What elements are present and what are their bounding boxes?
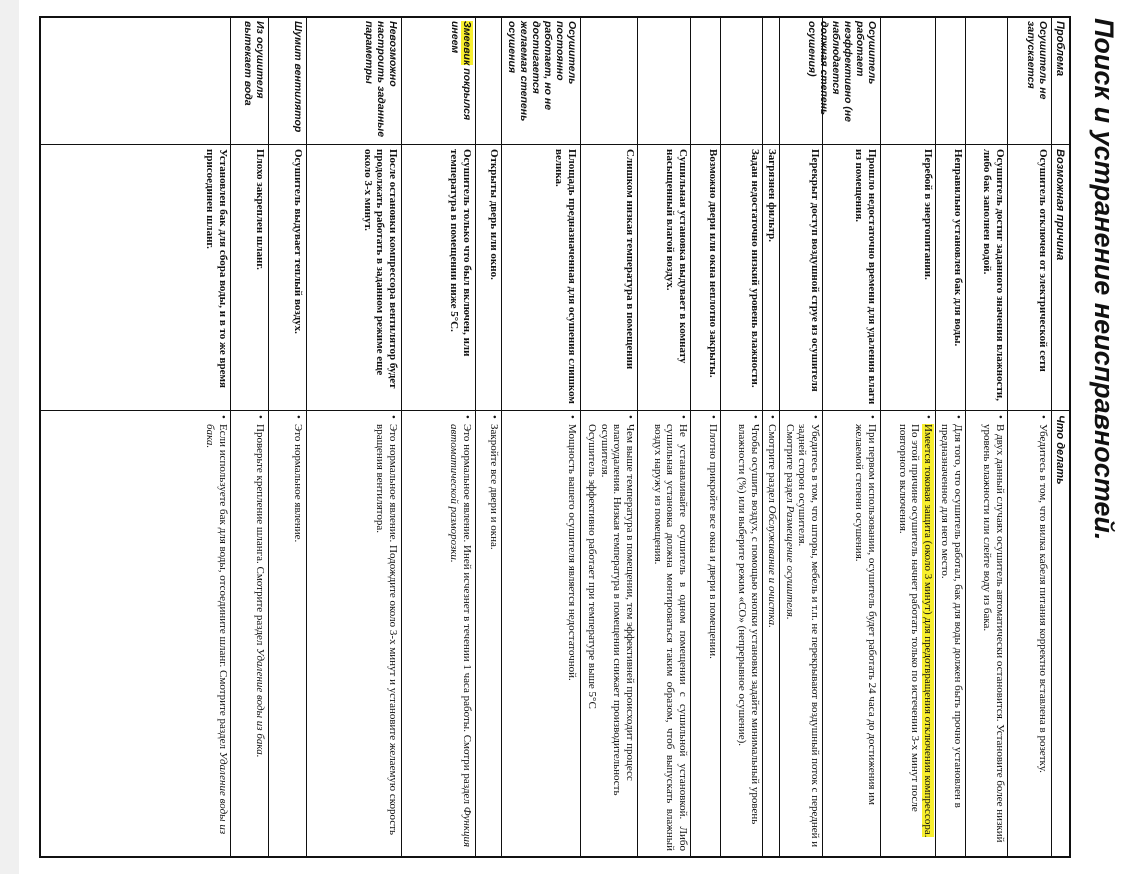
group-divider — [268, 18, 269, 856]
action-text: • Для того, что осушитель работал, бак для воды должен быть прочно установлен в предназначенное для него место. — [939, 415, 964, 851]
cause-cell: Сушильная установка выдувает в комнату насыщенный влагой воздух. — [664, 149, 689, 364]
row-divider — [935, 18, 936, 856]
cause-cell: Установлен бак для сбора воды, и в то же время присоединен шланг. — [204, 149, 229, 388]
problem-cell: Невозможно настроить заданные параметры — [363, 21, 399, 138]
cause-cell: Прошло недостаточно времени для удаления влаги из помещения. — [853, 149, 878, 405]
group-divider — [475, 18, 476, 856]
action-cell — [204, 415, 229, 851]
action-cell — [707, 415, 720, 851]
action-text: По этой причине осушитель начнет работать только по истечении 3-х минут после повторного включения. — [897, 424, 922, 812]
section-reference: Обслуживание и очистка. — [766, 505, 778, 628]
action-text: Проверьте крепление шланга. Смотрите раздел — [254, 424, 266, 649]
action-text: • Убедитесь в том, что вилка кабеля питания корректно вставлена в розетку. — [1037, 415, 1050, 851]
action-cell — [939, 415, 964, 851]
action-cell — [1037, 415, 1050, 851]
action-text: • При первом использовании, осушитель будет работать 24 часа до достижения им желаемой степени осушения. — [853, 415, 878, 851]
cause-cell: Перебой в энергопитании. — [922, 149, 934, 280]
row-divider — [762, 18, 763, 856]
cause-cell: Загрязнен фильтр. — [766, 149, 778, 243]
action-cell — [853, 415, 878, 851]
row-divider — [779, 18, 780, 856]
cause-cell: Открыты дверь или окно. — [488, 149, 500, 280]
section-reference: Удаление воды из бака. — [254, 648, 266, 758]
cause-cell: Перекрыт доступ воздушной струе из осушителя — [809, 149, 821, 392]
action-text: • Чтобы осушить воздух, с помощью кнопки установки задайте минимальный уровень влажности (%) или выберите режим «CO» (непрерывное осушение). — [736, 415, 761, 851]
section-reference: Размещение осушителя. — [784, 505, 796, 620]
row-divider — [690, 18, 691, 856]
cause-cell: Осушитель только что был включен, или температура в помещении ниже 5°С. — [448, 149, 473, 357]
action-cell — [766, 415, 779, 851]
action-cell — [897, 415, 935, 851]
row-divider — [230, 18, 231, 856]
troubleshooting-table — [39, 16, 1071, 858]
row-divider — [965, 18, 966, 856]
highlighted-text: Змеевик — [461, 21, 473, 66]
action-text: • Чем выше температура в помещении, тем эффективней происходит процесс влагоудаления. Низкая температура в помещении снижает производительность осушителя. — [599, 415, 637, 851]
row-divider — [720, 18, 721, 856]
cause-cell: Слишком низкая температура в помещении — [624, 149, 636, 370]
row-divider — [822, 18, 823, 856]
problem-cell: Осушитель работает неэффективно (не наблюдается должная степень осушения) — [806, 21, 878, 123]
action-cell — [566, 415, 579, 851]
action-cell — [586, 415, 636, 851]
section-reference: Функция автоматической разморозки. — [448, 424, 473, 848]
problem-cell: Шумит вентилятор — [292, 21, 304, 133]
action-cell — [736, 415, 761, 851]
cause-cell: Осушитель отключен от электрической сети — [1037, 149, 1049, 372]
cause-cell: Задан недостаточно низкий уровень влажности. — [749, 149, 761, 388]
action-text: • В двух данный случаях осушитель автоматически остановится. Установите более низкий уровень влажности или слейте воду из бака. — [981, 415, 1006, 851]
problem-cell: Змеевик покрылся инеем — [449, 21, 473, 121]
row-divider — [501, 18, 502, 856]
header-action: Что делать — [1054, 415, 1066, 485]
group-divider — [880, 18, 881, 856]
action-cell — [374, 415, 399, 851]
page-title: Поиск и устранение неисправностей. — [1089, 18, 1119, 541]
problem-cell: Из осушителя вытекает вода — [242, 21, 266, 106]
action-text: • Это нормальное явление. Подождите около 3-х минут и установите желаемую скорость вращения вентилятора. — [374, 415, 399, 851]
action-text: • Закройте все двери и окна. — [488, 415, 501, 851]
section-reference: Удаление воды из бака. — [204, 424, 229, 835]
group-divider — [580, 18, 581, 856]
action-note: Осушитель эффективно работает при температуре выше 5°С — [586, 424, 599, 709]
header-problem: Проблема — [1054, 21, 1066, 77]
action-text: • Мощность вашего осушителя является недостаточной. — [566, 415, 579, 851]
action-cell — [981, 415, 1006, 851]
row-divider — [637, 18, 638, 856]
action-text: • Плотно прикройте все окна и двери в помещении. — [707, 415, 720, 851]
action-cell — [652, 415, 690, 851]
row-divider — [1007, 18, 1008, 856]
cause-cell: Возможно двери или окна неплотно закрыты. — [707, 149, 719, 378]
action-cell — [448, 415, 473, 851]
cause-cell: Осушитель выдувает теплый воздух. — [292, 149, 304, 334]
group-divider — [306, 18, 307, 856]
action-note: Смотрите раздел — [784, 424, 796, 506]
header-cause: Возможная причина — [1054, 149, 1066, 261]
action-text: Смотрите раздел — [766, 424, 778, 506]
action-text: • Это нормальное явление. — [292, 415, 305, 851]
cause-cell: Осушитель достиг заданного значения влажности, либо бак заполнен водой. — [981, 149, 1006, 401]
action-cell — [254, 415, 267, 851]
action-text: Это нормальное явление. Иней исчезнет в течении 1 часа работы. Смотри раздел — [461, 424, 473, 807]
action-cell — [292, 415, 305, 851]
cause-cell: Неправильно установлен бак для воды. — [952, 149, 964, 347]
action-text: Если используете бак для воды, отсоедините шланг. Смотрите раздел — [217, 424, 229, 752]
problem-cell: Осушитель постоянно работает, но не достигается желаемая степень осушения — [506, 21, 578, 122]
group-divider — [401, 18, 402, 856]
action-text: • Убедитесь в том, что шторы, мебель и т.п. не перекрывают воздушный поток с передней и задней сторон осушителя. — [796, 415, 821, 851]
cause-cell: После остановки компрессора вентилятор будет продолжать работать в заданном режиме еще около 3-х минут. — [362, 149, 399, 389]
action-cell — [784, 415, 822, 851]
table-header-row — [1051, 18, 1069, 856]
action-cell — [488, 415, 501, 851]
highlighted-text: Имеется токовая защита (около 3 минут) для предотвращения отключения компрессора. — [922, 424, 934, 838]
action-text: • Не устанавливайте осушитель в одном помещении с сушильной установкой. Либо сушильная установка должна монтироваться таким образом, чтоб выпускать влажный воздух наружу из помещения. — [652, 415, 690, 851]
cause-cell: Плохо закреплен шланг. — [254, 149, 266, 270]
problem-cell: Осушитель не запускается — [1025, 21, 1049, 100]
page-bottom-strip — [0, 0, 19, 874]
cause-cell: Площадь предназначенная для осушения слишком велика. — [553, 149, 578, 404]
